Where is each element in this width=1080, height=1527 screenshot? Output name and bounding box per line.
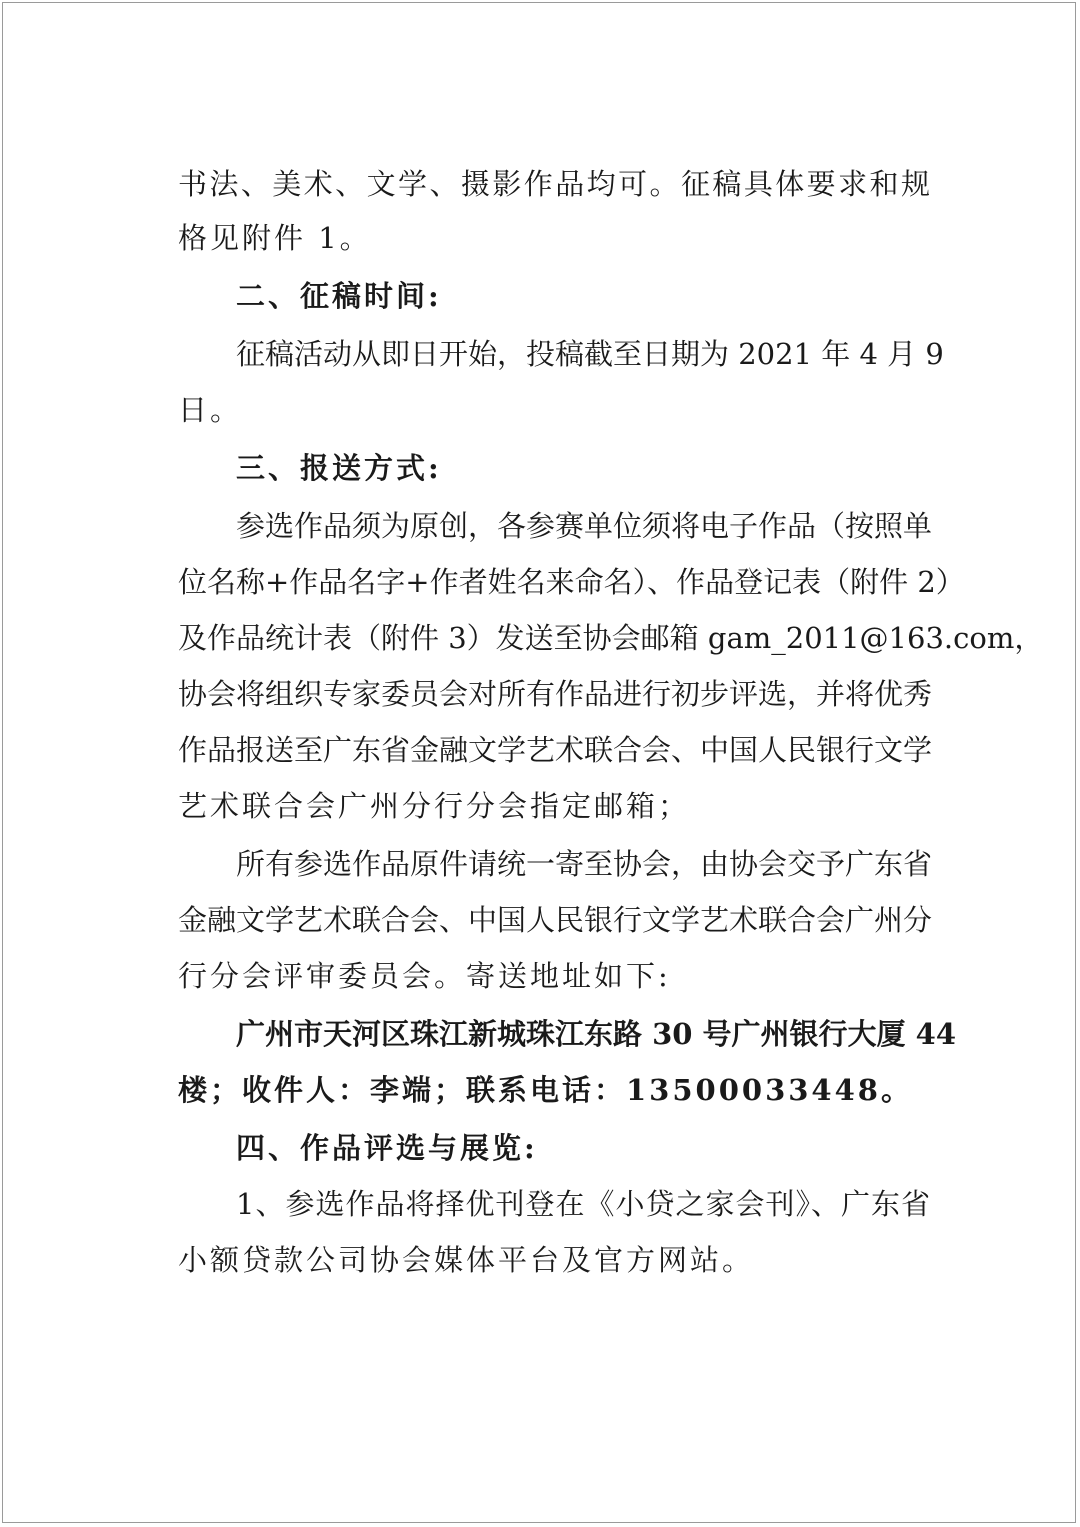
paragraph-line: 行分会评审委员会。寄送地址如下: [178,959,671,993]
section-heading-time: 二、征稿时间: [236,279,442,313]
paragraph-line: 金融文学艺术联合会、中国人民银行文学艺术联合会广州分 [178,903,933,937]
paragraph-line: 作品报送至广东省金融文学艺术联合会、中国人民银行文学 [178,733,933,767]
paragraph-line: 格见附件 1。 [178,221,372,255]
paragraph-line: 日。 [178,393,243,427]
paragraph-line-email: 及作品统计表（附件 3）发送至协会邮箱 gam_2011@163.com， [178,621,1044,655]
paragraph-line: 1、参选作品将择优刊登在《小贷之家会刊》、广东省 [236,1187,930,1221]
paragraph-line: 征稿活动从即日开始，投稿截至日期为 2021 年 4 月 9 [236,337,944,371]
paragraph-line: 参选作品须为原创，各参赛单位须将电子作品（按照单 [236,509,933,543]
section-heading-submission: 三、报送方式: [236,451,442,485]
paragraph-line: 位名称+作品名字+作者姓名来命名）、作品登记表（附件 2） [178,565,965,599]
mailing-address: 广州市天河区珠江新城珠江东路 30 号广州银行大厦 44 [236,1017,957,1051]
section-heading-evaluation: 四、作品评选与展览: [236,1131,538,1165]
paragraph-line: 所有参选作品原件请统一寄至协会，由协会交予广东省 [236,847,933,881]
contact-info: 楼；收件人：李端；联系电话：13500033448。 [178,1073,913,1107]
paragraph-line: 协会将组织专家委员会对所有作品进行初步评选，并将优秀 [178,677,933,711]
paragraph-line: 艺术联合会广州分行分会指定邮箱； [178,789,691,823]
paragraph-line: 小额贷款公司协会媒体平台及官方网站。 [178,1243,755,1277]
paragraph-line: 书法、美术、文学、摄影作品均可。征稿具体要求和规 [178,167,930,201]
